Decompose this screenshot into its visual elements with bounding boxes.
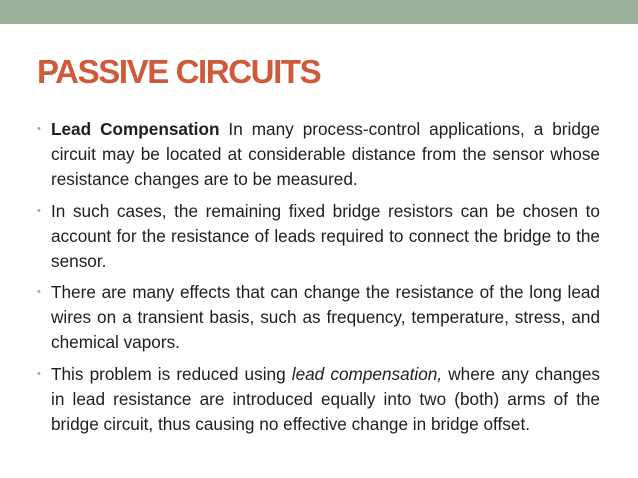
top-accent-band [0,0,638,24]
bullet-text: In many process-control applications, a bridge circuit may be located at considerable distance from the sensor whose resistance changes are to be measured. [51,119,600,189]
slide-title: PASSIVE CIRCUITS [37,53,321,90]
bullet-list [37,117,600,443]
bullet-text-before: This problem is reduced using [51,363,292,384]
bullet-text: There are many effects that can change the resistance of the long lead wires on a transient basis, such as frequency, temperature, stress, and chemical vapors. [51,282,600,352]
bullet-bold-term: Lead Compensation [51,119,220,139]
bullet-transient-effects [37,280,600,355]
bullet-dot-icon: • [37,367,41,380]
bullet-dot-icon: • [37,286,41,298]
bullet-fixed-resistors [37,199,600,274]
bullet-text: In such cases, the remaining fixed bridge resistors can be chosen to account for the resistance of leads required to connect the bridge to the sensor. [51,200,600,271]
bullet-text-after: where any changes in lead resistance are introduced equally into two (both) arms of the bridge circuit, thus causing no effective change in bridge offset. [51,363,600,434]
bullet-lead-compensation-effect [37,362,600,437]
bullet-lead-compensation [37,117,600,192]
bullet-dot-icon: • [37,204,41,217]
bullet-dot-icon: • [37,123,41,135]
bullet-italic-term: lead compensation, [291,363,443,384]
